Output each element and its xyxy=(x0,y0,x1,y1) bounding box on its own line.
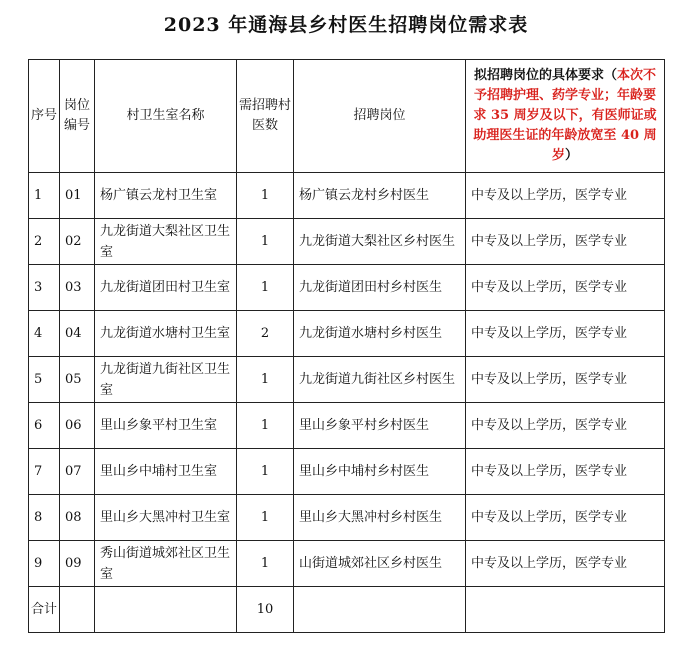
table-row xyxy=(29,495,665,541)
table-row xyxy=(29,173,665,219)
cell-post: 九龙街道九街社区乡村医生 xyxy=(294,357,466,403)
header-requirements-close: ） xyxy=(565,148,579,163)
cell-code: 02 xyxy=(60,219,95,265)
cell-idx: 8 xyxy=(29,495,60,541)
cell-count: 1 xyxy=(237,357,294,403)
cell-count: 1 xyxy=(237,265,294,311)
cell-name: 秀山街道城郊社区卫生室 xyxy=(95,541,237,587)
page-title: 2023 年通海县乡村医生招聘岗位需求表 xyxy=(163,14,529,36)
cell-code: 05 xyxy=(60,357,95,403)
table-row xyxy=(29,403,665,449)
cell-post: 山街道城郊社区乡村医生 xyxy=(294,541,466,587)
header-count: 需招聘村医数 xyxy=(237,60,294,173)
cell-idx: 9 xyxy=(29,541,60,587)
header-name: 村卫生室名称 xyxy=(95,60,237,173)
cell-name: 九龙街道团田村卫生室 xyxy=(95,265,237,311)
cell-idx: 2 xyxy=(29,219,60,265)
cell-name: 里山乡中埔村卫生室 xyxy=(95,449,237,495)
total-label: 合计 xyxy=(29,587,60,633)
cell-count: 1 xyxy=(237,449,294,495)
table-row xyxy=(29,265,665,311)
cell-requirement: 中专及以上学历，医学专业 xyxy=(466,219,665,265)
cell-requirement: 中专及以上学历，医学专业 xyxy=(466,403,665,449)
table-row xyxy=(29,449,665,495)
header-post: 招聘岗位 xyxy=(294,60,466,173)
cell-requirement: 中专及以上学历，医学专业 xyxy=(466,449,665,495)
cell-requirement: 中专及以上学历，医学专业 xyxy=(466,495,665,541)
cell-post: 九龙街道水塘村乡村医生 xyxy=(294,311,466,357)
header-requirements xyxy=(466,60,665,173)
cell-count: 2 xyxy=(237,311,294,357)
cell-post: 九龙街道团田村乡村医生 xyxy=(294,265,466,311)
cell-requirement: 中专及以上学历，医学专业 xyxy=(466,173,665,219)
table-row xyxy=(29,357,665,403)
cell-idx: 6 xyxy=(29,403,60,449)
cell-code: 08 xyxy=(60,495,95,541)
cell-post: 杨广镇云龙村乡村医生 xyxy=(294,173,466,219)
cell-code: 04 xyxy=(60,311,95,357)
cell-name: 里山乡大黑冲村卫生室 xyxy=(95,495,237,541)
cell-code: 01 xyxy=(60,173,95,219)
cell-requirement: 中专及以上学历，医学专业 xyxy=(466,311,665,357)
total-row xyxy=(29,587,665,633)
table-row xyxy=(29,311,665,357)
cell-code: 07 xyxy=(60,449,95,495)
cell-idx: 7 xyxy=(29,449,60,495)
cell-post: 里山乡象平村乡村医生 xyxy=(294,403,466,449)
cell-count: 1 xyxy=(237,541,294,587)
cell-name: 九龙街道水塘村卫生室 xyxy=(95,311,237,357)
cell-name: 九龙街道大梨社区卫生室 xyxy=(95,219,237,265)
header-idx: 序号 xyxy=(29,60,60,173)
cell-count: 1 xyxy=(237,495,294,541)
cell-idx: 3 xyxy=(29,265,60,311)
cell-post: 里山乡大黑冲村乡村医生 xyxy=(294,495,466,541)
table-row xyxy=(29,541,665,587)
cell-count: 1 xyxy=(237,219,294,265)
cell-post: 里山乡中埔村乡村医生 xyxy=(294,449,466,495)
cell-code: 09 xyxy=(60,541,95,587)
cell-code: 06 xyxy=(60,403,95,449)
header-requirements-note: 本次不予招聘护理、药学专业；年龄要求 35 周岁及以下，有医师证或助理医生证的年龄放宽至 40 周岁 xyxy=(473,68,657,163)
cell-count: 1 xyxy=(237,173,294,219)
cell-requirement: 中专及以上学历，医学专业 xyxy=(466,357,665,403)
cell-name: 里山乡象平村卫生室 xyxy=(95,403,237,449)
header-code: 岗位编号 xyxy=(60,60,95,173)
cell-idx: 1 xyxy=(29,173,60,219)
total-empty-post xyxy=(294,587,466,633)
total-empty-code xyxy=(60,587,95,633)
cell-requirement: 中专及以上学历，医学专业 xyxy=(466,541,665,587)
cell-count: 1 xyxy=(237,403,294,449)
table-row xyxy=(29,219,665,265)
cell-name: 九龙街道九街社区卫生室 xyxy=(95,357,237,403)
total-empty-name xyxy=(95,587,237,633)
header-requirements-main: 拟招聘岗位的具体要求（ xyxy=(473,68,617,83)
cell-post: 九龙街道大梨社区乡村医生 xyxy=(294,219,466,265)
cell-code: 03 xyxy=(60,265,95,311)
total-count: 10 xyxy=(237,587,294,633)
recruitment-table xyxy=(28,59,665,633)
header-row xyxy=(29,60,665,173)
cell-idx: 5 xyxy=(29,357,60,403)
cell-name: 杨广镇云龙村卫生室 xyxy=(95,173,237,219)
cell-idx: 4 xyxy=(29,311,60,357)
total-empty-requirement xyxy=(466,587,665,633)
cell-requirement: 中专及以上学历，医学专业 xyxy=(466,265,665,311)
